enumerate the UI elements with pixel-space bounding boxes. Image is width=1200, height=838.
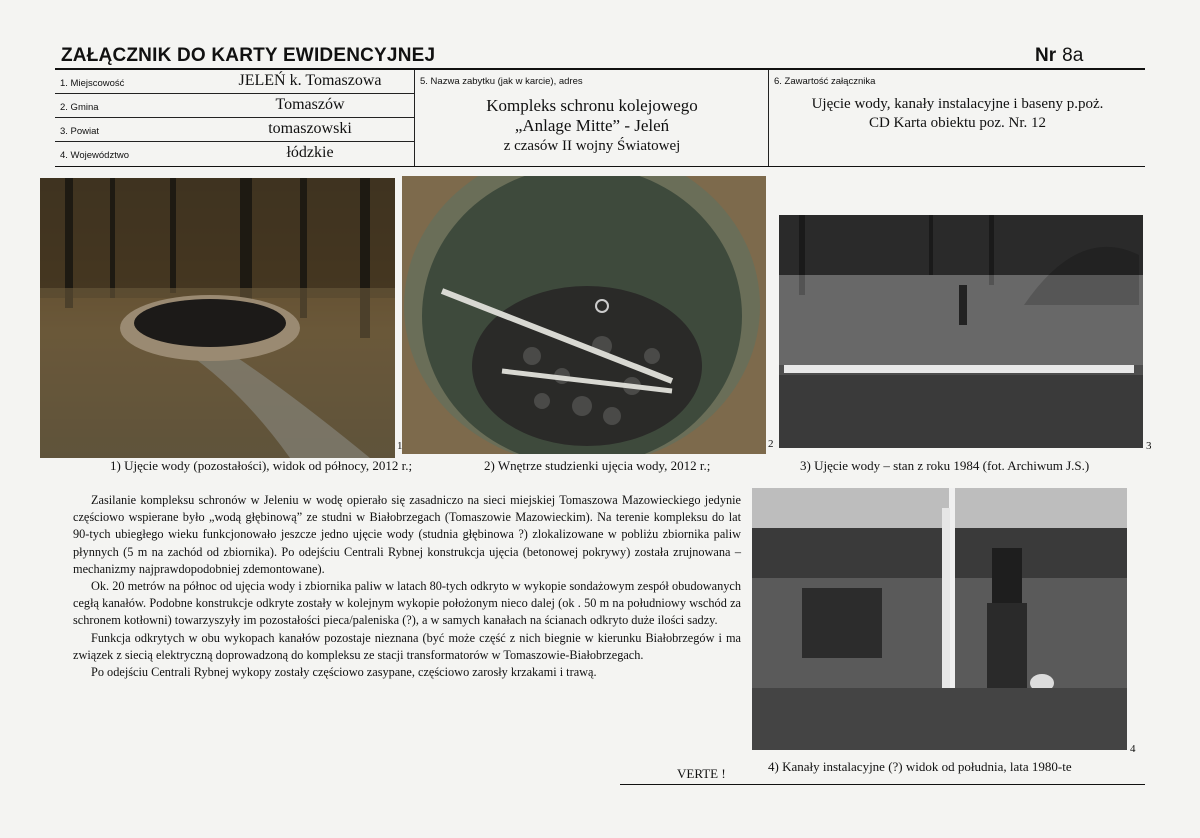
photo-well-interior [402, 176, 766, 454]
paragraph: Po odejściu Centrali Rybnej wykopy zostały częściowo zasypane, częściowo zarosły krzakami i trawą. [91, 665, 597, 680]
header-bottom-rule [55, 166, 1145, 167]
photo-caption: 1) Ujęcie wody (pozostałości), widok od północy, 2012 r.; [110, 458, 413, 473]
field-row [55, 70, 414, 94]
field-value: łódzkie [286, 144, 334, 161]
photo-number: 4 [1130, 743, 1136, 755]
photo-1984-archive-image [779, 215, 1143, 448]
field-label: 4. Województwo [60, 150, 129, 161]
contents-label: 6. Zawartość załącznika [774, 76, 876, 87]
paragraph: Ok. 20 metrów na północ od ujęcia wody i zbiornika paliw w latach 80-tych odkryto w wykopie sondażowym zespół obudowanych cegłą kanałów. Podobne konstrukcje odkryte zostały w kolejnym wykopie położonym nieco dalej (ok . 50 m na południowy wschód za schronem kotłowni) towarzyszyły im pozostałości pieca/paleniska (?), a w samych kanałach na ścianach odkryto duże ilości sadzy. [73, 579, 741, 628]
field-value: tomaszowski [268, 120, 352, 137]
contents-line: CD Karta obiektu poz. Nr. 12 [868, 115, 1047, 131]
field-value: Tomaszów [275, 96, 345, 113]
contents-line: Ujęcie wody, kanały instalacyjne i baseny p.poż. [811, 96, 1104, 112]
table-divider [414, 70, 415, 166]
monument-line: z czasów II wojny Światowej [503, 138, 681, 154]
monument-line: Kompleks schronu kolejowego [486, 96, 698, 115]
contents-text [770, 95, 1145, 133]
body-text [73, 492, 741, 681]
photo-1984-archive [779, 215, 1143, 448]
field-value: JELEŃ k. Tomaszowa [238, 72, 382, 89]
monument-line: „Anlage Mitte” - Jeleń [514, 116, 670, 135]
monument-label: 5. Nazwa zabytku (jak w karcie), adres [420, 76, 583, 87]
field-row [55, 94, 414, 118]
field-label: 2. Gmina [60, 102, 99, 113]
nr-value: 8a [1062, 45, 1084, 66]
photo-well-remains [40, 178, 395, 458]
photo-caption: 2) Wnętrze studzienki ujęcia wody, 2012 r.; [484, 458, 711, 473]
photo-caption: 3) Ujęcie wody – stan z roku 1984 (fot. Archiwum J.S.) [800, 458, 1090, 473]
monument-name [416, 96, 768, 156]
photo-number: 3 [1146, 440, 1152, 452]
photo-channels-image [752, 488, 1127, 750]
paragraph: Funkcja odkrytych w obu wykopach kanałów pozostaje nieznana (być może część z nich biegnie w kierunku Białobrzegów i ma związek z siecią elektryczną doprowadzoną do kompleksu ze stacji transformatorów w Tomaszowie-Białobrzegach. [73, 630, 741, 662]
photo-number: 2 [768, 438, 774, 450]
photo-channels [752, 488, 1127, 750]
footer-rule [620, 784, 1145, 785]
paragraph: Zasilanie kompleksu schronów w Jeleniu w wodę opierało się zasadniczo na sieci miejskiej Tomaszowa Mazowieckiego jedynie częściowo wspierane było „wodą głębinową” ze studni w Białobrzegach (Tomaszowie Mazowieckim). Na terenie kompleksu do lat 90-tych ubiegłego wieku funkcjonowało jeszcze jedno ujęcie wody (studnia głębinowa ?) zlokalizowane w pobliżu zbiornika paliw płynnych (5 m na zachód od zbiornika). Po odejściu Centrali Rybnej konstrukcja ujęcia (betonowej pokrywy) została zrujnowana – mechanizmy najprawdopodobniej zdemontowane). [73, 493, 741, 576]
photo-well-interior-image [402, 176, 766, 454]
sheet-number [1035, 45, 1083, 67]
verte-note: VERTE ! [677, 766, 726, 781]
table-divider [768, 70, 769, 166]
photo-number: 1 [397, 440, 403, 452]
field-label: 3. Powiat [60, 126, 100, 137]
page-title: ZAŁĄCZNIK DO KARTY EWIDENCYJNEJ [61, 45, 436, 66]
nr-label: Nr [1035, 45, 1057, 66]
photo-caption: 4) Kanały instalacyjne (?) widok od południa, lata 1980-te [768, 759, 1072, 774]
field-row [55, 142, 414, 166]
photo-well-remains-image [40, 178, 395, 458]
field-row [55, 118, 414, 142]
field-label: 1. Miejscowość [60, 78, 125, 89]
